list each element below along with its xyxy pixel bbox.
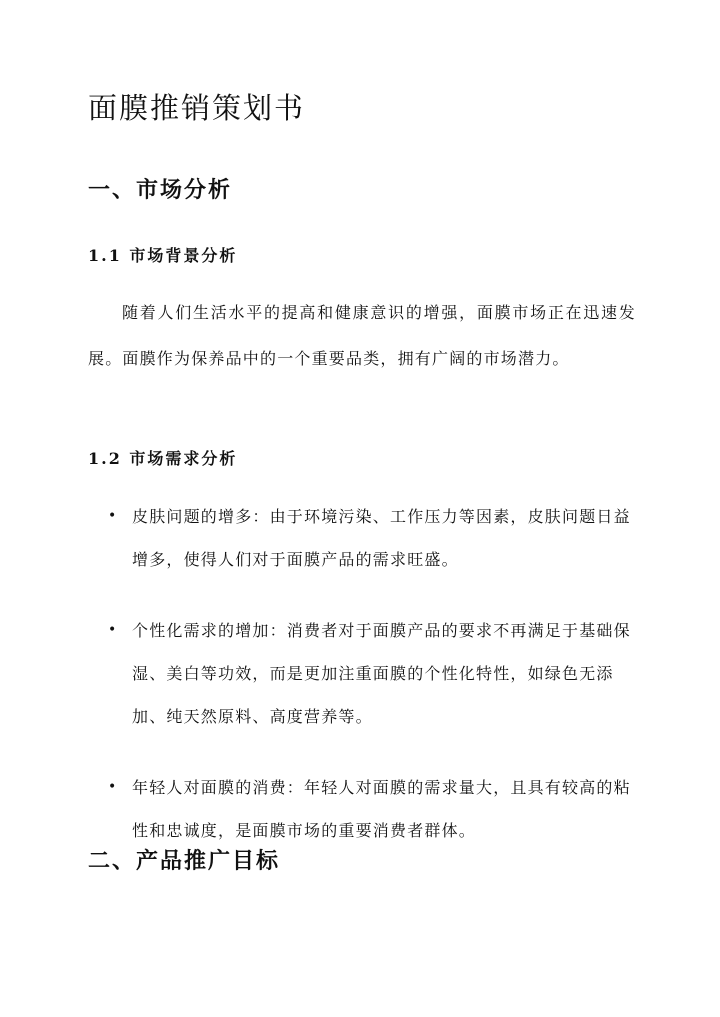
list-item — [88, 766, 636, 852]
list-item-text: 年轻人对面膜的消费：年轻人对面膜的需求量大，且具有较高的粘性和忠诚度，是面膜市场的重要消费者群体。 — [132, 778, 631, 840]
list-item — [88, 609, 636, 738]
market-background-paragraph: 随着人们生活水平的提高和健康意识的增强，面膜市场正在迅速发展。面膜作为保养品中的一个重要品类，拥有广阔的市场潜力。 — [88, 303, 636, 368]
bullet-icon: • — [108, 508, 118, 524]
market-demand-list — [88, 495, 636, 880]
list-item-text: 皮肤问题的增多：由于环境污染、工作压力等因素，皮肤问题日益增多，使得人们对于面膜产品的需求旺盛。 — [132, 507, 631, 569]
section-2-heading: 二、产品推广目标 — [88, 848, 281, 874]
document-title: 面膜推销策划书 — [88, 91, 306, 125]
list-item — [88, 495, 636, 581]
list-item-text: 个性化需求的增加：消费者对于面膜产品的要求不再满足于基础保湿、美白等功效，而是更加注重面膜的个性化特性，如绿色无添加、纯天然原料、高度营养等。 — [132, 621, 631, 726]
bullet-icon: • — [108, 622, 118, 638]
section-1-heading: 一、市场分析 — [88, 177, 233, 203]
subsection-1-1-heading: 1.1 市场背景分析 — [88, 246, 238, 265]
bullet-icon: • — [108, 779, 118, 795]
subsection-1-2-heading: 1.2 市场需求分析 — [88, 449, 238, 468]
